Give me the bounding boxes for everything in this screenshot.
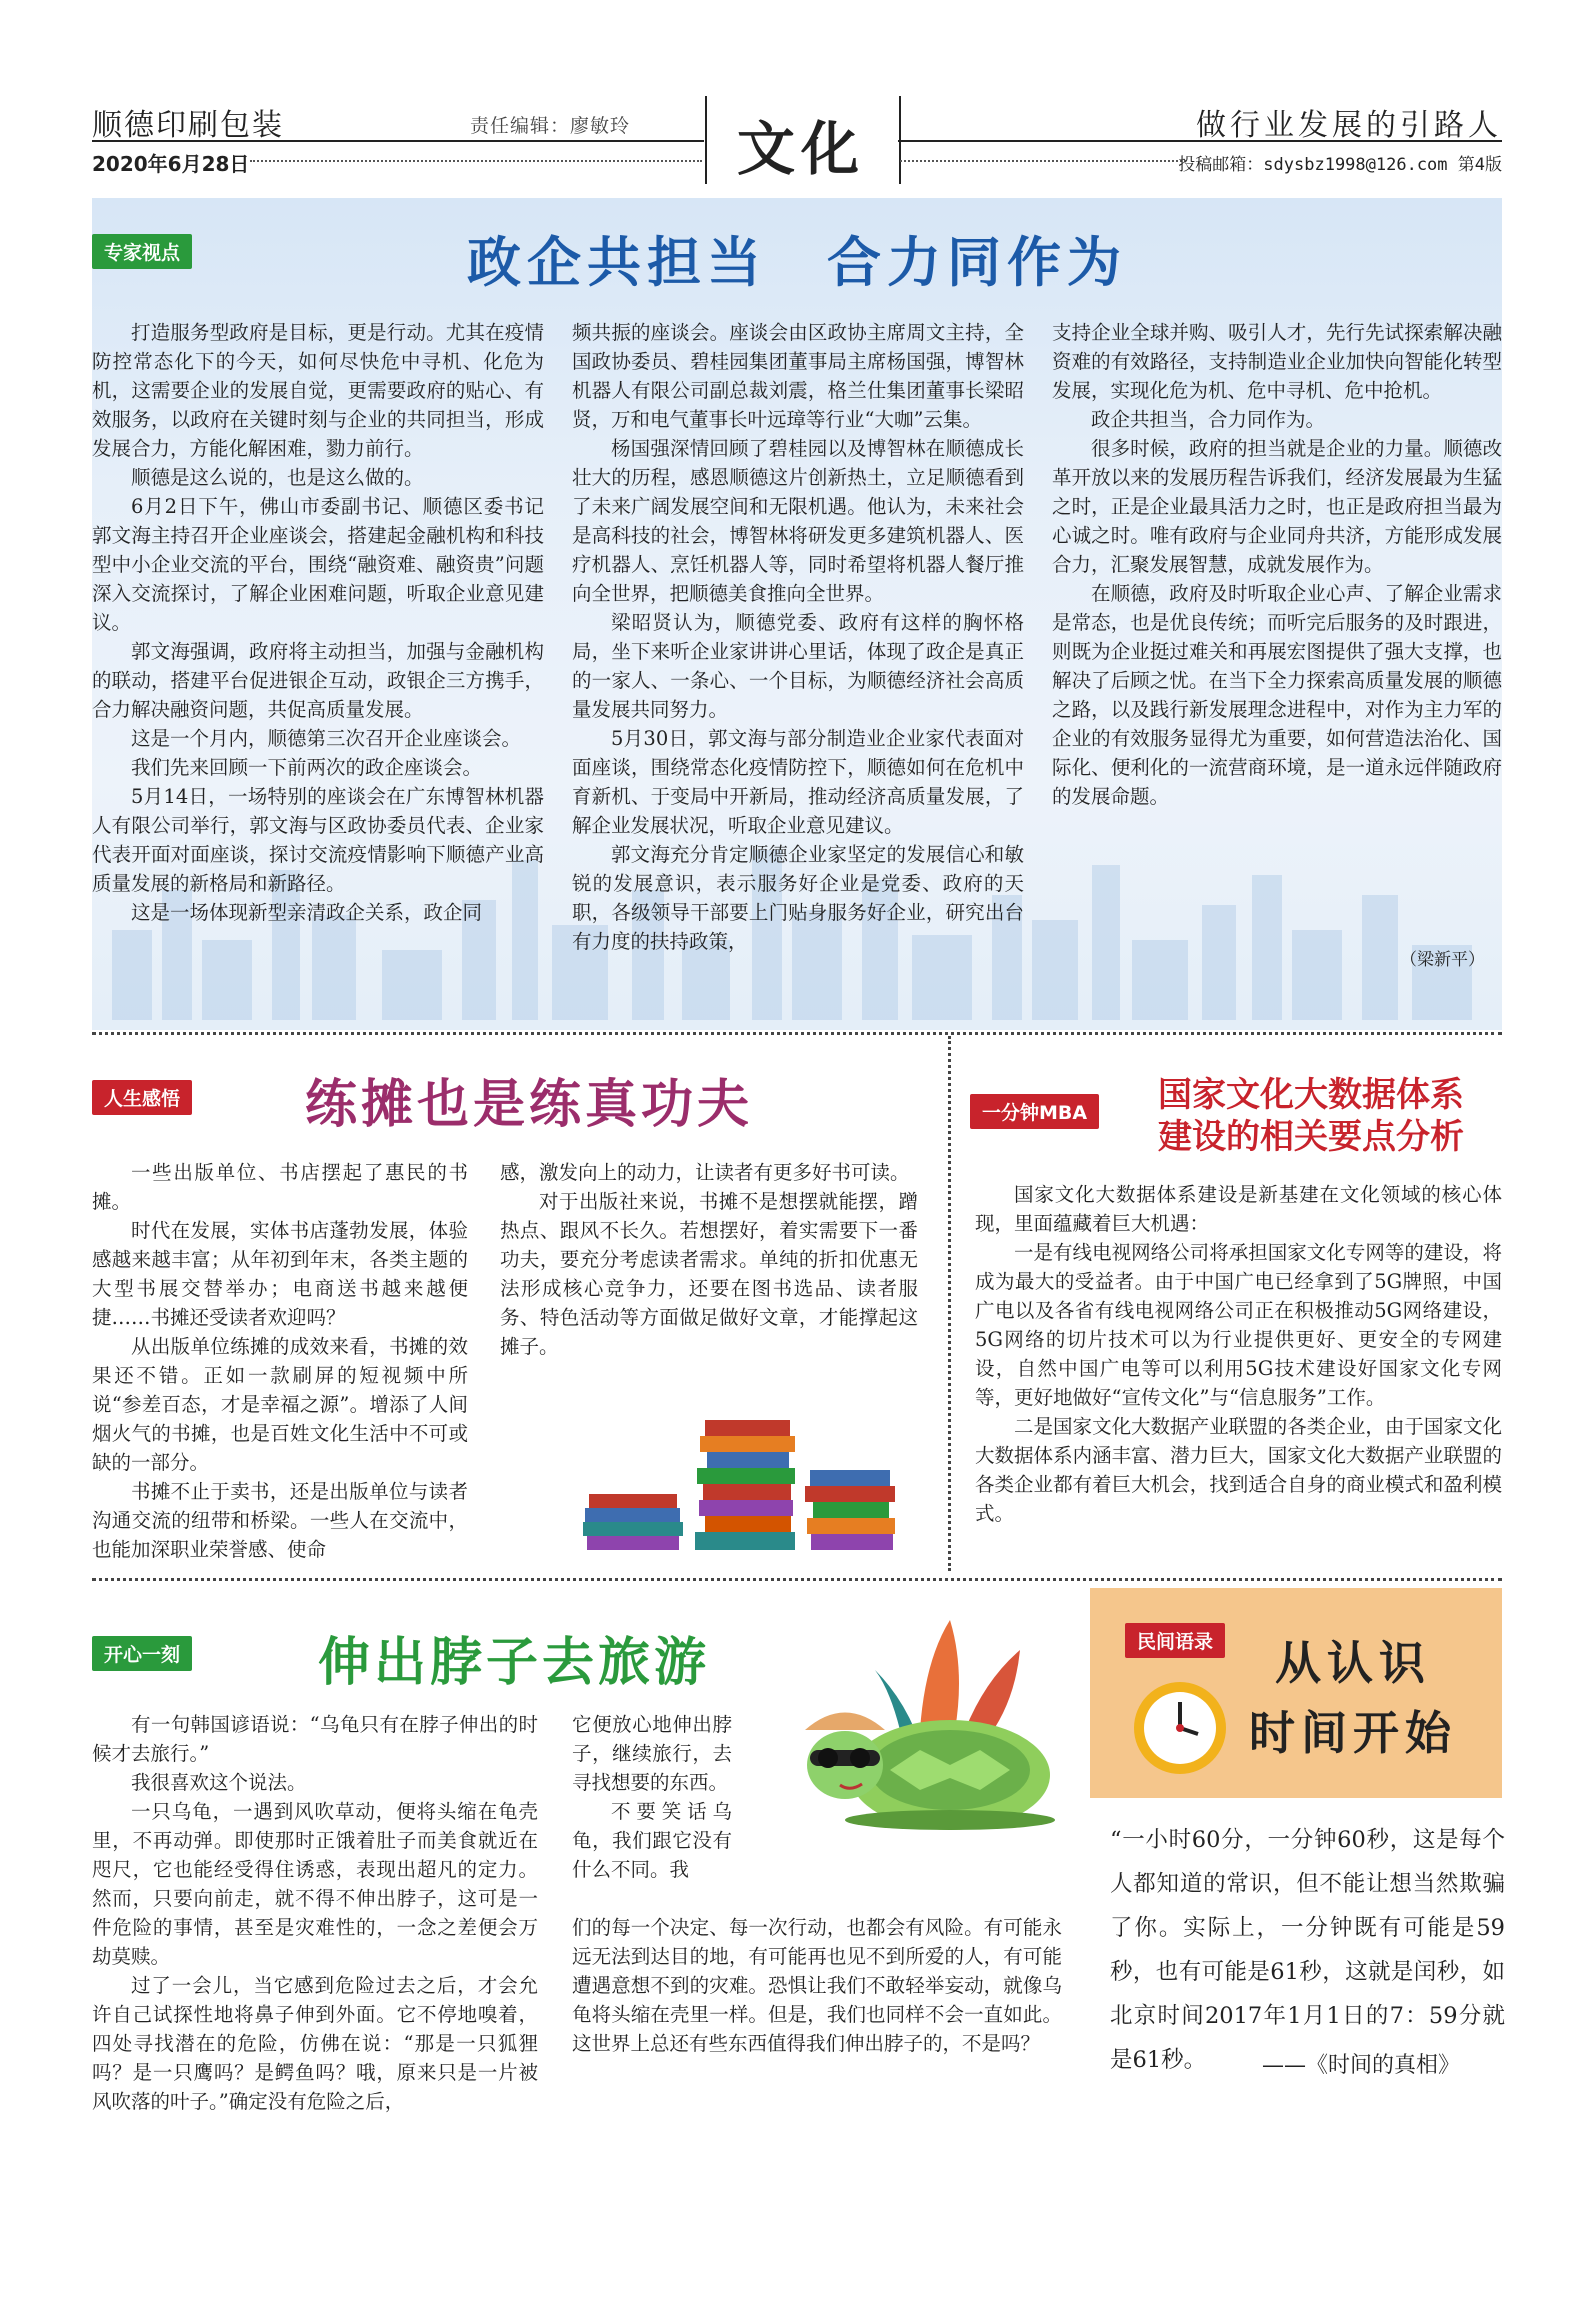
mba-headline-line-2: 建设的相关要点分析 [1158, 1117, 1464, 1157]
paragraph: 这是一个月内，顺德第三次召开企业座谈会。 [131, 727, 522, 750]
turtle-illustration [750, 1600, 1070, 1840]
paragraph: 5月30日，郭文海与部分制造业企业家代表面对面座谈，围绕常态化疫情防控下，顺德如何在危机中育新机、于变局中开新局，推动经济高质量发展，了解企业发展状况，听取企业意见建议。 [572, 727, 1024, 837]
travel-column-2-wide [572, 1913, 1062, 2058]
clock-icon [1130, 1678, 1230, 1778]
divider [92, 1032, 1502, 1035]
paragraph: 支持企业全球并购、吸引人才，先行先试探索解决融资难的有效路径，支持制造业企业加快向智能化转型发展，实现化危为机、危中寻机、危中抢机。 [1052, 321, 1502, 402]
author-signature: （梁新平） [1400, 950, 1485, 970]
book-stack-illustration [575, 1400, 905, 1560]
paragraph: 这是一场体现新型亲清政企关系，政企同 [131, 901, 483, 924]
paragraph: 5月14日，一场特别的座谈会在广东博智林机器人有限公司举行，郭文海与区政协委员代表、企业家代表开面对面座谈，探讨交流疫情影响下顺德产业高质量发展的新格局和新路径。 [92, 785, 544, 895]
divider [92, 1578, 1502, 1581]
stall-column-2 [500, 1158, 918, 1361]
paragraph: 书摊不止于卖书，还是出版单位与读者沟通交流的纽带和桥梁。一些人在交流中，也能加深职业荣誉感、使命 [92, 1480, 468, 1561]
tag-one-minute-mba: 一分钟MBA [970, 1094, 1099, 1129]
paragraph: 政企共担当，合力同作为。 [1091, 408, 1326, 431]
mba-body [975, 1180, 1502, 1528]
proverb-text: “一小时60分，一分钟60秒，这是每个人都知道的常识，但不能让想当然欺骗了你。实际上，一分钟既有可能是59秒，也有可能是61秒，这就是闰秒，如北京时间2017年1月1日的7：59分就是61秒。 [1110, 1827, 1505, 2073]
header-dots-left [250, 160, 702, 162]
travel-headline: 伸出脖子去旅游 [318, 1632, 711, 1693]
header-rule-right [898, 140, 1502, 142]
tag-happy-moment: 开心一刻 [92, 1636, 192, 1671]
paragraph: 感，激发向上的动力，让读者有更多好书可读。 [500, 1161, 910, 1184]
paragraph: 我们先来回顾一下前两次的政企座谈会。 [131, 756, 483, 779]
feature-column-3 [1052, 318, 1502, 811]
paragraph: 打造服务型政府是目标，更是行动。尤其在疫情防控常态化下的今天，如何尽快危中寻机、化危为机，这需要企业的发展自觉，更需要政府的贴心、有效服务，以政府在关键时刻与企业的共同担当，形成发展合力，方能化解困难，勠力前行。 [92, 321, 544, 460]
paragraph: 从出版单位练摊的成效来看，书摊的效果还不错。正如一款刷屏的短视频中所说“参差百态，才是幸福之源”。增添了人间烟火气的书摊，也是百姓文化生活中不可或缺的一部分。 [92, 1335, 468, 1474]
section-title: 文化 [736, 115, 865, 183]
paragraph: 对于出版社来说，书摊不是想摆就能摆，蹭热点、跟风不长久。若想摆好，着实需要下一番功夫，要充分考虑读者需求。单纯的折扣优惠无法形成核心竞争力，还要在图书选品、读者服务、特色活动等方面做足做好文章，才能撑起这摊子。 [500, 1190, 918, 1358]
paragraph: 时代在发展，实体书店蓬勃发展，体验感越来越丰富；从年初到年末，各类主题的大型书展交替举办；电商送书越来越便捷……书摊还受读者欢迎吗？ [92, 1219, 468, 1329]
mba-headline [1158, 1074, 1464, 1158]
tag-expert-view: 专家视点 [92, 234, 192, 269]
paragraph: 我很喜欢这个说法。 [131, 1771, 307, 1794]
divider [948, 1036, 951, 1571]
travel-column-1 [92, 1710, 538, 2116]
tag-life-insight: 人生感悟 [92, 1080, 192, 1115]
feature-column-2 [572, 318, 1024, 956]
paragraph: 杨国强深情回顾了碧桂园以及博智林在顺德成长壮大的历程，感恩顺德这片创新热土，立足顺德看到了未来广阔发展空间和无限机遇。他认为，未来社会是高科技的社会，博智林将研发更多建筑机器人、医疗机器人、烹饪机器人等，同时希望将机器人餐厅推向全世界，把顺德美食推向全世界。 [572, 437, 1024, 605]
paper-name: 顺德印刷包装 [92, 108, 284, 143]
proverb-title-line-2: 时间开始 [1249, 1706, 1457, 1760]
paragraph: 过了一会儿，当它感到危险过去之后，才会允许自己试探性地将鼻子伸到外面。它不停地嗅着，四处寻找潜在的危险，仿佛在说：“那是一只狐狸吗？是一只鹰吗？是鳄鱼吗？哦，原来只是一片被风吹落的叶子。”确定没有危险之后， [92, 1974, 538, 2113]
header-dots-right [900, 160, 1186, 162]
paragraph: 国家文化大数据体系建设是新基建在文化领域的核心体现，里面蕴藏着巨大机遇： [975, 1183, 1502, 1235]
stall-headline: 练摊也是练真功夫 [305, 1074, 754, 1135]
paragraph: 6月2日下午，佛山市委副书记、顺德区委书记郭文海主持召开企业座谈会，搭建起金融机构和科技型中小企业交流的平台，围绕“融资难、融资贵”问题深入交流探讨，了解企业困难问题，听取企业意见建议。 [92, 495, 544, 634]
paragraph: 郭文海充分肯定顺德企业家坚定的发展信心和敏锐的发展意识，表示服务好企业是党委、政府的天职，各级领导干部要上门贴身服务好企业，研究出台有力度的扶持政策， [572, 843, 1024, 953]
proverb-source: ——《时间的真相》 [1262, 2053, 1461, 2078]
slogan: 做行业发展的引路人 [1196, 108, 1502, 143]
feature-headline: 政企共担当 合力同作为 [467, 231, 1127, 294]
paragraph: 一只乌龟，一遇到风吹草动，便将头缩在龟壳里，不再动弹。即使那时正饿着肚子而美食就近在咫尺，它也能经受得住诱惑，表现出超凡的定力。然而，只要向前走，就不得不伸出脖子，这可是一件危险的事情，甚至是灾难性的，一念之差便会万劫莫赎。 [92, 1800, 538, 1968]
paragraph: 顺德是这么说的，也是这么做的。 [131, 466, 424, 489]
mba-headline-line-1: 国家文化大数据体系 [1158, 1075, 1464, 1115]
stall-column-1 [92, 1158, 468, 1564]
proverb-title-line-1: 从认识 [1275, 1636, 1431, 1690]
email-page-line: 投稿邮箱：sdysbz1998@126.com 第4版 [1178, 155, 1502, 175]
paragraph: 频共振的座谈会。座谈会由区政协主席周文主持，全国政协委员、碧桂园集团董事局主席杨国强，博智林机器人有限公司副总裁刘震，格兰仕集团董事长梁昭贤，万和电气董事长叶远璋等行业“大咖”云集。 [572, 321, 1024, 431]
proverb-title [1238, 1628, 1468, 1768]
travel-column-2 [572, 1710, 732, 1884]
paragraph: 一是有线电视网络公司将承担国家文化专网等的建设，将成为最大的受益者。由于中国广电已经拿到了5G牌照，中国广电以及各省有线电视网络公司正在积极推动5G网络建设，5G网络的切片技术可以为行业提供更好、更安全的专网建设，自然中国广电等可以利用5G技术建设好国家文化专网等，更好地做好“宣传文化”与“信息服务”工作。 [975, 1241, 1502, 1409]
header-rule-left [92, 140, 704, 142]
issue-date: 2020年6月28日 [92, 152, 250, 176]
paragraph: 它便放心地伸出脖子，继续旅行，去寻找想要的东西。 [572, 1713, 732, 1794]
paragraph: 郭文海强调，政府将主动担当，加强与金融机构的联动，搭建平台促进银企互动，政银企三方携手，合力解决融资问题，共促高质量发展。 [92, 640, 544, 721]
paragraph: 梁昭贤认为，顺德党委、政府有这样的胸怀格局，坐下来听企业家讲讲心里话，体现了政企是真正的一家人、一条心、一个目标，为顺德经济社会高质量发展共同努力。 [572, 611, 1024, 721]
tag-folk-quotes: 民间语录 [1125, 1623, 1225, 1658]
paragraph: 不要笑话乌龟，我们跟它没有什么不同。我 [572, 1800, 732, 1881]
paragraph: 很多时候，政府的担当就是企业的力量。顺德改革开放以来的发展历程告诉我们，经济发展最为生猛之时，正是企业最具活力之时，也正是政府担当最为心诚之时。唯有政府与企业同舟共济，方能形成发展合力，汇聚发展智慧，成就发展作为。 [1052, 437, 1502, 576]
feature-column-1 [92, 318, 544, 927]
editor-credit: 责任编辑：廖敏玲 [470, 115, 631, 137]
paragraph: 们的每一个决定、每一次行动，也都会有风险。有可能永远无法到达目的地，有可能再也见不到所爱的人，有可能遭遇意想不到的灾难。恐惧让我们不敢轻举妄动，就像乌龟将头缩在壳里一样。但是，我们也同样不会一直如此。这世界上总还有些东西值得我们伸出脖子的，不是吗？ [572, 1916, 1062, 2055]
paragraph: 在顺德，政府及时听取企业心声、了解企业需求是常态，也是优良传统；而听完后服务的及时跟进，则既为企业挺过难关和再展宏图提供了强大支撑，也解决了后顾之忧。在当下全力探索高质量发展的顺德之路，以及践行新发展理念进程中，对作为主力军的企业的有效服务显得尤为重要，如何营造法治化、国际化、便利化的一流营商环境，是一道永远伴随政府的发展命题。 [1052, 582, 1502, 808]
paragraph: 二是国家文化大数据产业联盟的各类企业，由于国家文化大数据体系内涵丰富、潜力巨大，国家文化大数据产业联盟的各类企业都有着巨大机会，找到适合自身的商业模式和盈利模式。 [975, 1415, 1502, 1525]
paragraph: 一些出版单位、书店摆起了惠民的书摊。 [92, 1161, 468, 1213]
paragraph: 有一句韩国谚语说：“乌龟只有在脖子伸出的时候才去旅行。” [92, 1713, 538, 1765]
